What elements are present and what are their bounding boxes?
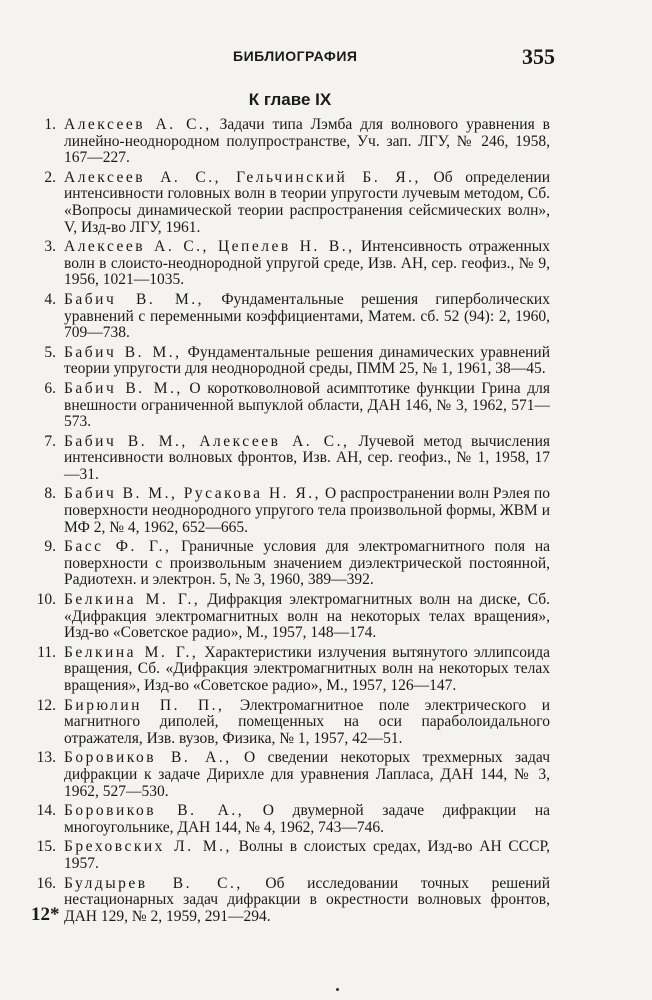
- reference-text: Лучевой метод вычисления интенсивности волновых фронтов, Изв. АН, сер. геофиз., № 1, 1958, 17—31.: [64, 432, 551, 483]
- reference-number: 14.: [36, 802, 56, 820]
- reference-author: Бирюлин П. П.,: [64, 696, 225, 714]
- reference-item: [30, 803, 550, 836]
- reference-text: О распространении волн Рэлея по поверхности неоднородного упругого тела произвольной формы, ЖВМ и МФ 2, № 4, 1962, 652—665.: [64, 485, 550, 536]
- reference-author: Боровиков В. А.,: [64, 749, 232, 767]
- reference-item: [30, 239, 550, 289]
- reference-item: [30, 345, 550, 378]
- reference-item: [30, 698, 550, 748]
- reference-number: 7.: [44, 432, 56, 450]
- reference-text: Об исследовании точных решений нестационарных задач дифракции в окрестности волновых фронтов, ДАН 129, № 2, 1959, 291—294.: [64, 874, 551, 925]
- reference-item: [30, 839, 550, 872]
- print-speck: [336, 988, 339, 991]
- reference-text: Интенсивность отраженных волн в слоисто-неоднородной упругой среде, Изв. АН, сер. геофиз., № 9, 1956, 1021—1035.: [64, 238, 550, 289]
- page-header: [0, 44, 652, 74]
- reference-text: Граничные условия для электромагнитного поля на поверхности с произвольным значением диэлектрической постоянной, Радиотехн. и электрон. 5, № 3, 1960, 389—392.: [64, 538, 550, 589]
- reference-number: 9.: [44, 538, 56, 556]
- reference-author: Белкина М. Г.,: [64, 643, 199, 661]
- reference-text: Волны в слоистых средах, Изд-во АН СССР, 1957.: [64, 838, 550, 872]
- reference-number: 8.: [44, 485, 56, 503]
- reference-item: [30, 539, 550, 589]
- reference-author: Алексеев А. С., Цепелев Н. В.,: [64, 238, 355, 256]
- reference-text: Характеристики излучения вытянутого эллипсоида вращения, Сб. «Дифракция электромагнитных волн на некоторых телах вращения», Изд-во «Советское радио», М., 1957, 126—147.: [64, 643, 550, 694]
- reference-item: [30, 876, 550, 926]
- reference-number: 11.: [37, 643, 56, 661]
- reference-number: 1.: [44, 116, 56, 133]
- reference-text: Дифракция электромагнитных волн на диске, Сб. «Дифракция электромагнитных волн на некоторых телах вращения», Изд-во «Советское радио», М., 1957, 148—174.: [64, 591, 550, 642]
- reference-list: [30, 117, 550, 928]
- page-number: 355: [522, 44, 555, 69]
- reference-number: 2.: [44, 168, 56, 186]
- reference-author: Алексеев А. С.,: [64, 116, 212, 133]
- reference-author: Бабич В. М.,: [64, 379, 183, 397]
- reference-author: Бреховских Л. М.,: [64, 838, 232, 856]
- reference-number: 10.: [36, 591, 56, 609]
- reference-author: Басс Ф. Г.,: [64, 538, 172, 556]
- reference-item: [30, 117, 550, 167]
- reference-author: Бабич В. М., Русакова Н. Я.,: [64, 485, 322, 503]
- running-title: БИБЛИОГРАФИЯ: [233, 48, 358, 64]
- reference-item: [30, 170, 550, 236]
- reference-author: Бабич В. М., Алексеев А. С.,: [64, 432, 350, 450]
- reference-author: Булдырев В. С.,: [64, 874, 243, 892]
- reference-number: 12.: [36, 696, 56, 714]
- reference-number: 6.: [44, 379, 56, 397]
- reference-author: Бабич В. М.,: [64, 290, 205, 308]
- reference-item: [30, 645, 550, 695]
- reference-item: [30, 292, 550, 342]
- reference-text: Фундаментальные решения динамических уравнений теории упругости для неоднородной среды, ПММ 25, № 1, 1961, 38—45.: [64, 343, 550, 378]
- reference-item: [30, 381, 550, 431]
- reference-number: 5.: [44, 343, 56, 361]
- reference-author: Бабич В. М.,: [64, 343, 182, 361]
- reference-author: Белкина М. Г.,: [64, 591, 201, 609]
- reference-text: Фундаментальные решения гиперболических уравнений с переменными коэффициентами, Матем. сб. 52 (94): 2, 1960, 709—738.: [64, 290, 550, 342]
- reference-item: [30, 750, 550, 800]
- reference-number: 4.: [44, 290, 56, 308]
- reference-text: О сведении некоторых трехмерных задач дифракции к задаче Дирихле для уравнения Лапласа, ДАН 144, № 3, 1962, 527—530.: [64, 749, 550, 800]
- reference-author: Алексеев А. С., Гельчинский Б. Я.,: [64, 168, 421, 186]
- reference-number: 3.: [44, 238, 56, 256]
- reference-item: [30, 486, 550, 536]
- reference-text: Задачи типа Лэмба для волнового уравнения в линейно-неоднородном полупространстве, Уч. зап. ЛГУ, № 246, 1958, 167—227.: [64, 116, 550, 167]
- reference-number: 15.: [36, 838, 56, 856]
- chapter-title: К главе IX: [248, 90, 332, 109]
- reference-item: [30, 434, 550, 484]
- reference-item: [30, 592, 550, 642]
- reference-text: Об определении интенсивности головных волн в теории упругости лучевым методом, Сб. «Вопросы динамической теории распространения сейсмических волн», V, Изд-во ЛГУ, 1961.: [64, 168, 550, 236]
- reference-text: Электромагнитное поле электрического и магнитного диполей, помещенных на оси параболоидального отражателя, Изв. вузов, Физика, № 1, 1957, 42—51.: [64, 696, 550, 747]
- reference-text: О коротковолновой асимптотике функции Грина для внешности ограниченной выпуклой области, ДАН 146, № 3, 1962, 571—573.: [64, 379, 550, 431]
- reference-number: 13.: [36, 749, 56, 767]
- reference-number: 16.: [36, 874, 56, 892]
- reference-author: Боровиков В. А.,: [64, 802, 245, 820]
- printer-signature-mark: 12*: [31, 904, 60, 925]
- reference-text: О двумерной задаче дифракции на многоугольнике, ДАН 144, № 4, 1962, 743—746.: [64, 802, 550, 836]
